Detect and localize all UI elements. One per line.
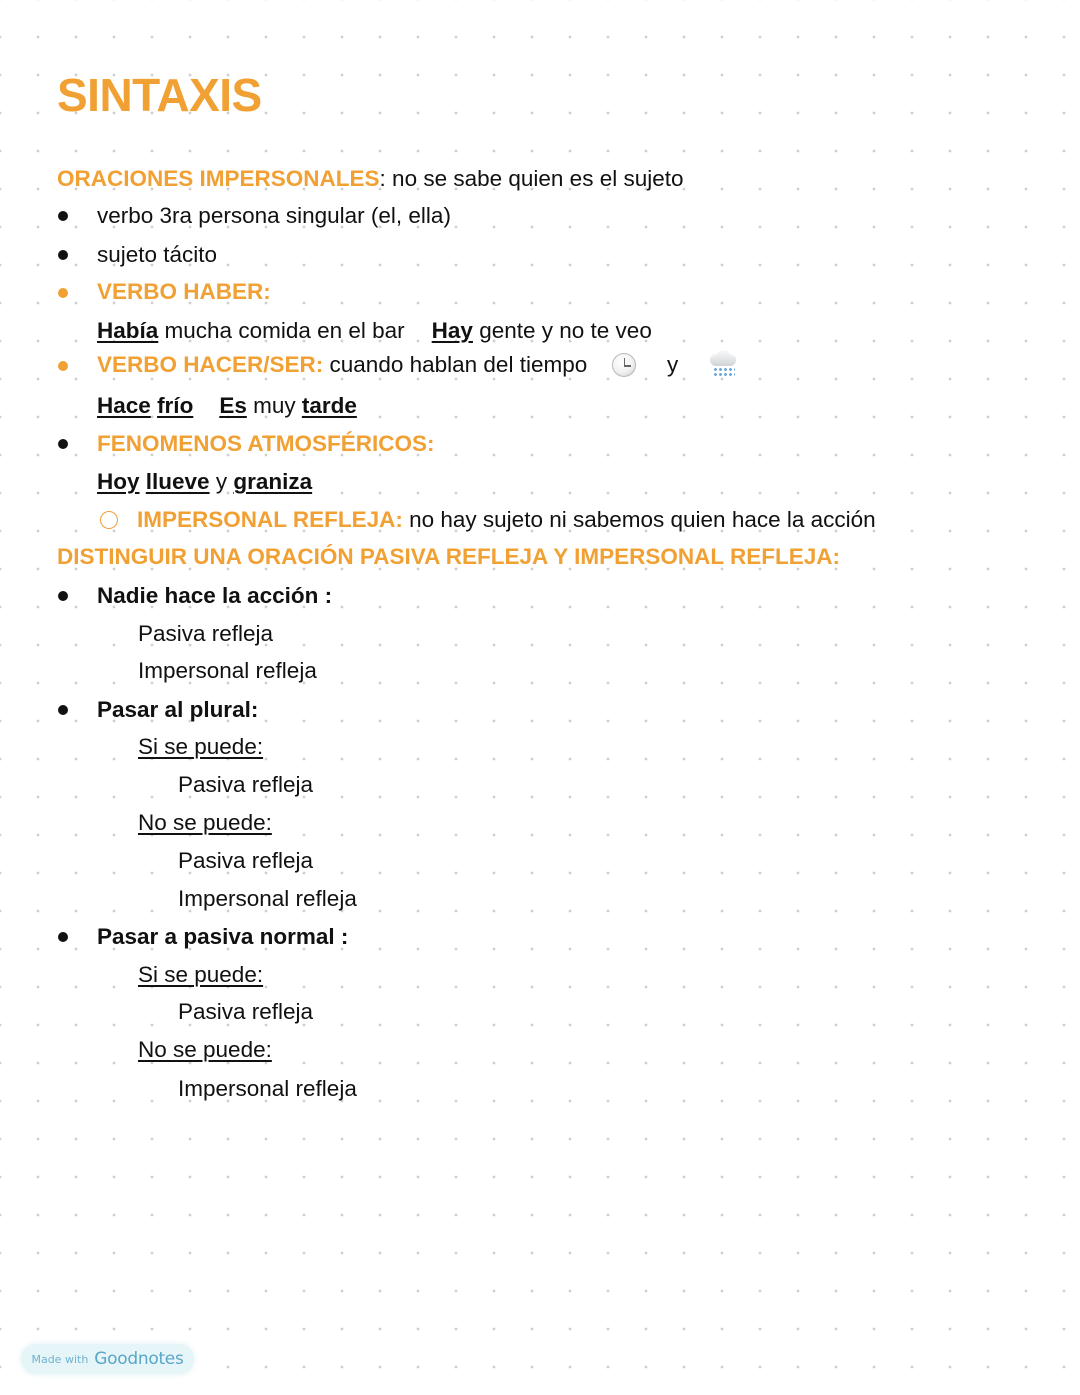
bullet-icon [58,361,68,371]
example-sentence [97,468,312,496]
example-text: gente y no te veo [472,318,652,343]
circle-bullet-icon [100,511,118,529]
highlighted-word: llueve [145,469,210,494]
no-label: No se puede: [138,810,272,835]
sub-list-item [137,506,876,534]
bullet-icon [58,591,68,601]
bullet-icon [58,705,68,715]
list-item-label: FENOMENOS ATMOSFÉRICOS: [97,431,435,456]
clock-icon [612,353,636,377]
criterion-item: Impersonal refleja [138,658,317,683]
highlighted-word: Hoy [97,469,140,494]
goodnotes-logo: Goodnotes [94,1349,184,1369]
example-text: y [209,469,234,494]
yes-label: Si se puede: [138,962,264,987]
bullet-icon [58,211,68,221]
highlighted-word: graniza [233,469,313,494]
criterion-item: Pasiva refleja [138,621,274,646]
cloud-rain-icon [708,350,738,378]
highlighted-word: Había [97,318,159,343]
bullet-icon [58,288,68,298]
criterion-item: Pasiva refleja [178,999,314,1024]
highlighted-word: tarde [301,393,357,418]
section-heading-distinguir: DISTINGUIR UNA ORACIÓN PASIVA REFLEJA Y IMPERSONAL REFLEJA: [57,544,840,569]
highlighted-word: Es [219,393,247,418]
example-sentence [97,392,357,420]
criterion-label: Pasar a pasiva normal : [97,924,349,949]
criterion-item: Impersonal refleja [178,1076,357,1101]
bullet-icon [58,250,68,260]
criterion-item: Pasiva refleja [178,772,314,797]
list-item [97,351,587,379]
list-item-text: cuando hablan del tiempo [323,352,588,377]
criterion-item: Pasiva refleja [178,848,314,873]
no-label: No se puede: [138,1037,272,1062]
list-item-label: VERBO HACER/SER: [97,352,324,377]
made-with-goodnotes-badge[interactable] [21,1344,194,1374]
highlighted-word: Hace [97,393,151,418]
section-heading-impersonales [57,165,684,193]
badge-made-with-text: Made with [31,1352,89,1366]
highlighted-word: frío [157,393,194,418]
list-item: sujeto tácito [97,242,218,267]
highlighted-word: Hay [431,318,473,343]
connector-text: y [667,352,679,377]
yes-label: Si se puede: [138,734,264,759]
sub-item-text: no hay sujeto ni sabemos quien hace la acción [402,507,876,532]
bullet-icon [58,439,68,449]
heading-description: : no se sabe quien es el sujeto [379,166,684,191]
example-text: muy [246,393,302,418]
example-text: mucha comida en el bar [158,318,405,343]
list-item-label: VERBO HABER: [97,279,271,304]
heading-label: ORACIONES IMPERSONALES [57,166,380,191]
page-title: SINTAXIS [57,69,262,121]
example-sentence [97,317,652,345]
sub-item-label: IMPERSONAL REFLEJA: [137,507,403,532]
criterion-item: Impersonal refleja [178,886,357,911]
criterion-label: Nadie hace la acción : [97,583,333,608]
criterion-label: Pasar al plural: [97,697,259,722]
bullet-icon [58,932,68,942]
list-item: verbo 3ra persona singular (el, ella) [97,203,451,228]
